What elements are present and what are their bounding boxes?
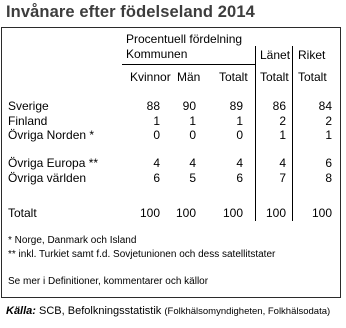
cell-riket: 8 <box>325 171 332 185</box>
cell-lanet: 4 <box>279 156 286 170</box>
cell-kvinnor: 0 <box>153 128 160 142</box>
cell-man: 5 <box>189 171 196 185</box>
cell-man: 0 <box>189 128 196 142</box>
col-header-totalt: Totalt <box>219 70 248 84</box>
cell-lanet: 7 <box>279 171 286 185</box>
cell-totalt: 89 <box>229 99 243 113</box>
source-label: Källa: <box>6 305 36 317</box>
row-label: Sverige <box>8 99 49 113</box>
header-lanet: Länet <box>260 48 291 62</box>
col-header-man: Män <box>177 70 201 84</box>
footnote-norden: * Norge, Danmark och Island <box>8 235 137 246</box>
row-label: Totalt <box>8 206 37 220</box>
row-label: Övriga Norden * <box>8 128 95 142</box>
cell-man: 1 <box>189 114 196 128</box>
cell-kvinnor: 1 <box>153 114 160 128</box>
footnote-definitions-link[interactable]: Se mer i Definitioner, kommentarer och källor <box>8 276 209 287</box>
col-header-lanet-totalt: Totalt <box>260 70 289 84</box>
cell-riket: 2 <box>325 114 332 128</box>
group-underline <box>122 64 255 65</box>
cell-totalt: 0 <box>236 128 243 142</box>
row-label: Övriga Europa ** <box>8 156 99 170</box>
source-line <box>6 305 330 317</box>
footnote-europa: ** inkl. Turkiet samt f.d. Sovjetunionen och dess satellitstater <box>8 249 276 260</box>
cell-totalt: 4 <box>236 156 243 170</box>
source-detail: (Folkhälsomyndigheten, Folkhälsodata) <box>164 306 331 317</box>
row-label: Finland <box>8 114 48 128</box>
cell-kvinnor: 6 <box>153 171 160 185</box>
cell-lanet: 2 <box>279 114 286 128</box>
statistics-table-panel <box>1 27 341 298</box>
column-group-header: Procentuell fördelning Kommunen <box>126 32 243 61</box>
cell-totalt: 6 <box>236 171 243 185</box>
cell-man: 4 <box>189 156 196 170</box>
cell-riket: 6 <box>325 156 332 170</box>
col-header-riket-totalt: Totalt <box>298 70 327 84</box>
cell-man: 100 <box>175 206 196 220</box>
cell-totalt: 1 <box>236 114 243 128</box>
row-label: Övriga världen <box>8 171 87 185</box>
cell-totalt: 100 <box>222 206 243 220</box>
cell-kvinnor: 4 <box>153 156 160 170</box>
header-riket: Riket <box>298 48 326 62</box>
cell-lanet: 100 <box>265 206 286 220</box>
cell-lanet: 86 <box>272 99 286 113</box>
source-text: SCB, Befolkningsstatistik <box>35 305 165 317</box>
col-header-kvinnor: Kvinnor <box>130 70 171 84</box>
cell-riket: 1 <box>325 128 332 142</box>
cell-kvinnor: 100 <box>139 206 160 220</box>
cell-riket: 100 <box>311 206 332 220</box>
cell-lanet: 1 <box>279 128 286 142</box>
page-title: Invånare efter födelseland 2014 <box>6 3 255 21</box>
cell-riket: 84 <box>318 99 332 113</box>
cell-man: 90 <box>182 99 196 113</box>
cell-kvinnor: 88 <box>146 99 160 113</box>
